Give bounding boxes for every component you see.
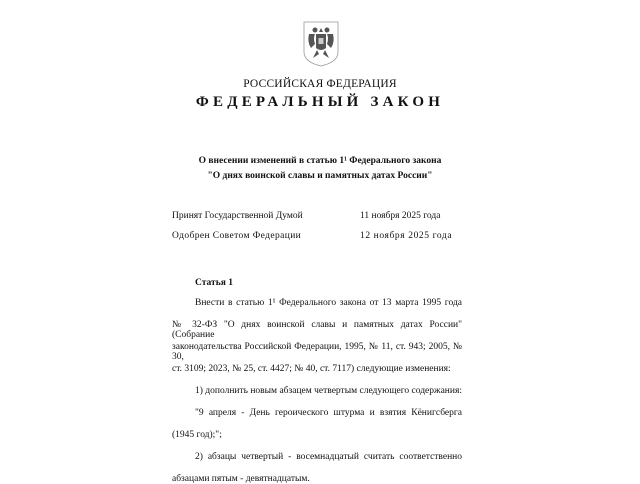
- article-text-line: абзацами пятым - девятнадцатым.: [172, 474, 310, 484]
- adopted-by-duma-label: Принят Государственной Думой: [172, 211, 303, 221]
- adopted-by-duma-date: 11 ноября 2025 года: [360, 211, 441, 221]
- article-text-line: ст. 3109; 2023, № 25, ст. 4427; № 40, ст. 7117) следующие изменения:: [172, 364, 451, 374]
- country-name: РОССИЙСКАЯ ФЕДЕРАЦИЯ: [243, 78, 397, 90]
- article-text-line: (1945 год);";: [172, 430, 222, 440]
- article-text-line: Внести в статью 1¹ Федерального закона от 13 марта 1995 года: [195, 298, 462, 308]
- article-text-line: "9 апреля - День героического штурма и взятия Кёнигсберга: [195, 408, 462, 418]
- law-type-heading: ФЕДЕРАЛЬНЫЙ ЗАКОН: [195, 94, 445, 110]
- article-text-line: 2) абзацы четвертый - восемнадцатый считать соответственно: [195, 452, 462, 462]
- coat-of-arms-emblem: [301, 20, 341, 68]
- article-heading: Статья 1: [195, 278, 233, 288]
- law-title-line-1: О внесении изменений в статью 1¹ Федерального закона: [198, 156, 442, 166]
- article-text-line: 1) дополнить новым абзацем четвертым следующего содержания:: [195, 386, 462, 396]
- article-text-line: законодательства Российской Федерации, 1995, № 11, ст. 943; 2005, № 30,: [172, 342, 462, 362]
- law-title-line-2: "О днях воинской славы и памятных датах России": [207, 171, 433, 181]
- approved-by-council-date: 12 ноября 2025 года: [360, 231, 453, 241]
- approved-by-council-label: Одобрен Советом Федерации: [172, 231, 302, 241]
- article-text-line: № 32-ФЗ "О днях воинской славы и памятных датах России" (Собрание: [172, 320, 462, 340]
